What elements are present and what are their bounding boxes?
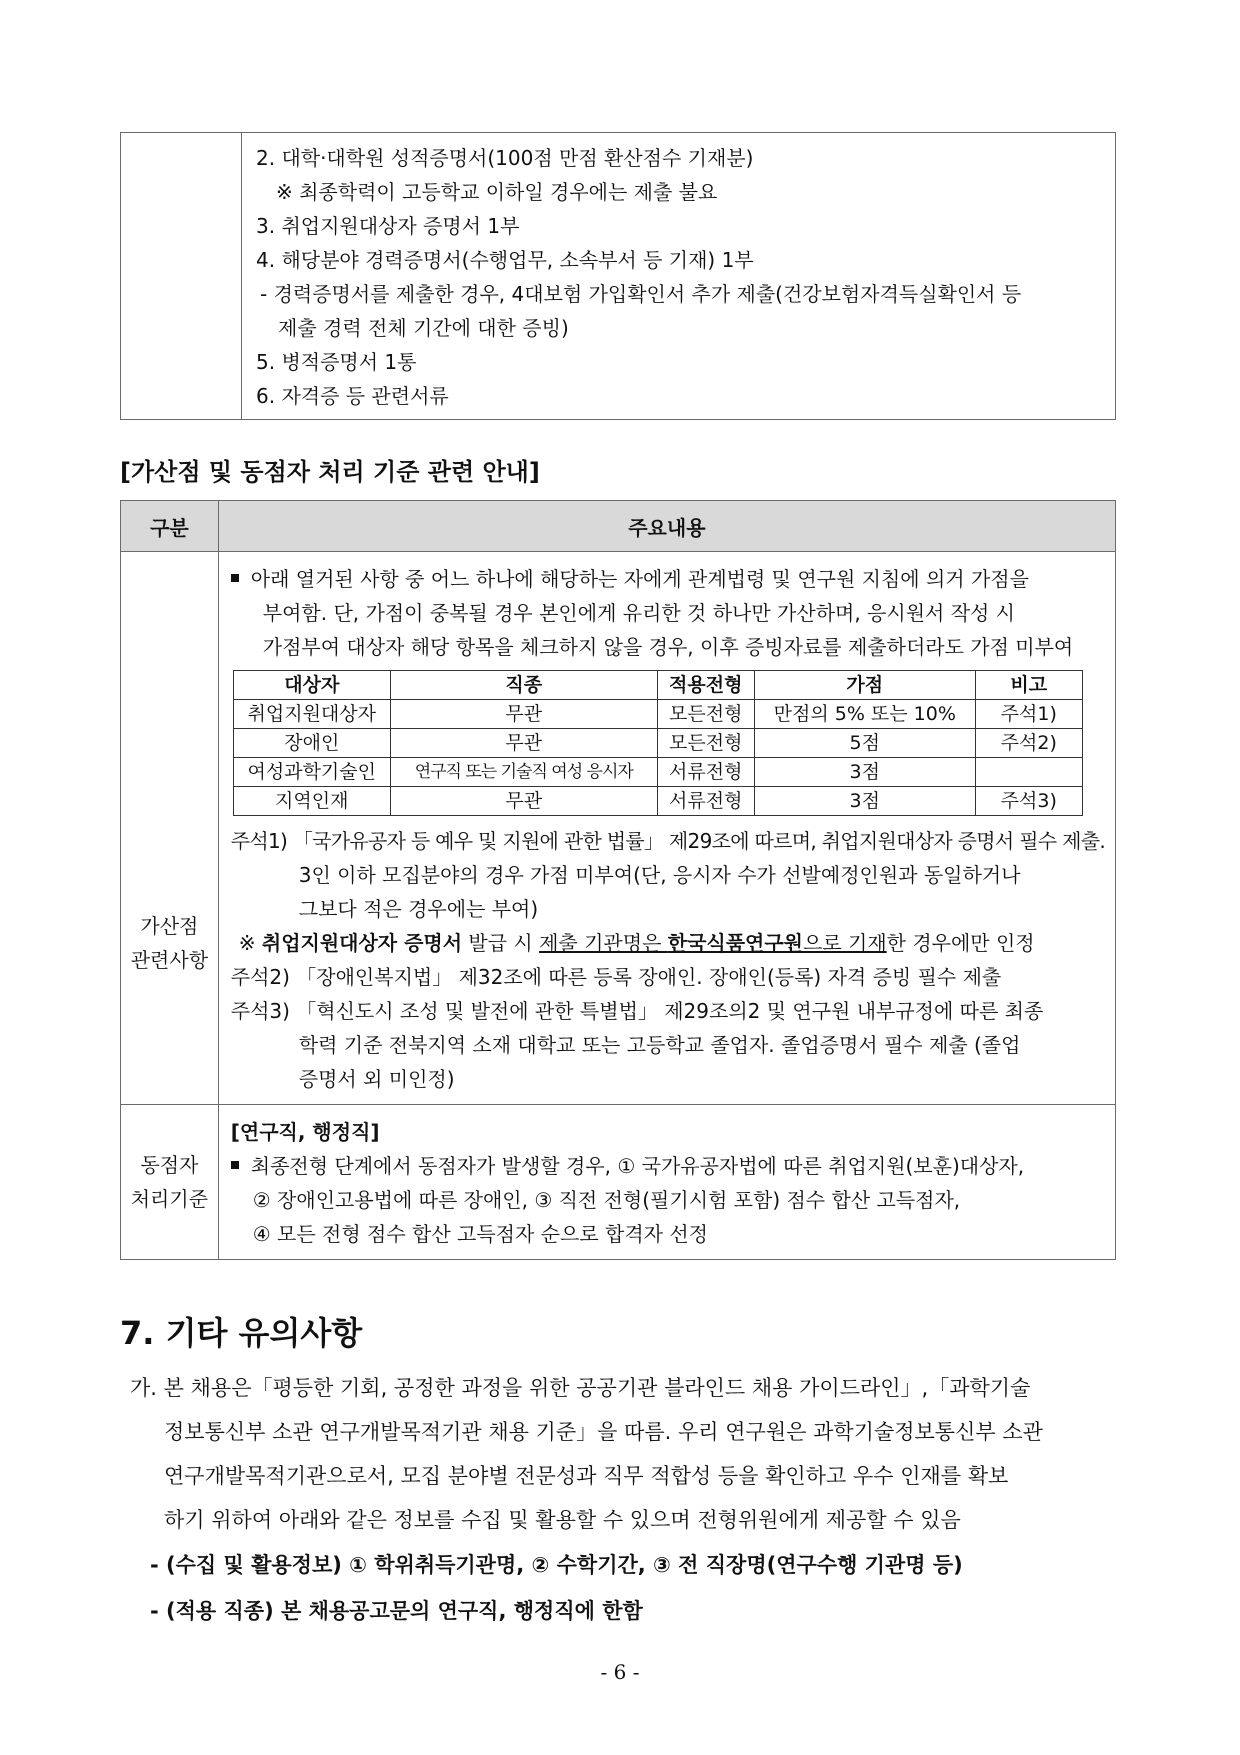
col-header: 직종: [390, 671, 657, 700]
doc-item: - 경력증명서를 제출한 경우, 4대보험 가입확인서 추가 제출(건강보험자격득실확인서 등: [260, 282, 1022, 306]
note3: [231, 994, 1105, 1028]
doc-item: 4. 해당분야 경력증명서(수행업무, 소속부서 등 기재) 1부: [256, 248, 754, 272]
table-row: [233, 758, 1082, 787]
bonus-points-header: [233, 671, 1082, 700]
cell: 5점: [754, 729, 975, 758]
note1-label: 주석1): [230, 829, 288, 853]
col-header: 가점: [754, 671, 975, 700]
remark-text: 발급 시: [462, 931, 540, 955]
documents-category-cell: [121, 133, 242, 420]
remark-bold: 취업지원대상자 증명서: [261, 931, 463, 955]
cell: 모든전형: [657, 700, 754, 729]
remark-underline: 제출 기관명은: [539, 931, 668, 955]
para-line: 정보통신부 소관 연구개발목적기관 채용 기준」을 따름. 우리 연구원은 과학기술정보통신부 소관: [164, 1420, 1043, 1444]
bullet-square-icon: [231, 1161, 239, 1169]
tie-subtitle: [연구직, 행정직]: [230, 1120, 380, 1144]
remark-prefix: ※: [238, 931, 262, 955]
cell: 지역인재: [233, 787, 390, 816]
bullet-square-icon: [231, 574, 239, 582]
remark-line: [231, 926, 1105, 960]
doc-item: 3. 취업지원대상자 증명서 1부: [256, 214, 520, 238]
cell: 주석2): [975, 729, 1082, 758]
header-category: 구분: [121, 501, 219, 552]
bonus-category-line: 관련사항: [130, 948, 209, 972]
note2-label: 주석2): [230, 965, 290, 989]
tie-line: 최종전형 단계에서 동점자가 발생할 경우, ① 국가유공자법에 따른 취업지원(보훈)대상자,: [231, 1149, 1105, 1183]
col-header: 비고: [975, 671, 1082, 700]
bonus-row: [121, 552, 1116, 1105]
table-row: [233, 700, 1082, 729]
col-header: 적용전형: [657, 671, 754, 700]
table-row: [233, 787, 1082, 816]
note2-text: 「장애인복지법」 제32조에 따른 등록 장애인. 장애인(등록) 자격 증빙 필수 제출: [296, 965, 1002, 989]
remark-underline: 으로 기재: [803, 931, 887, 955]
section7-paragraph: [130, 1366, 1120, 1634]
cell: 모든전형: [657, 729, 754, 758]
bonus-category-line: 가산점: [140, 914, 199, 938]
tie-category: [121, 1105, 219, 1260]
cell: [975, 758, 1082, 787]
note1-text: 「국가유공자 등 예우 및 지원에 관한 법률」 제29조에 따르며, 취업지원대상자 증명서 필수 제출.: [292, 829, 1105, 853]
doc-item: 제출 경력 전체 기간에 대한 증빙): [278, 316, 569, 340]
cell: 주석3): [975, 787, 1082, 816]
cell: 3점: [754, 787, 975, 816]
cell: 서류전형: [657, 787, 754, 816]
section7-title: 7. 기타 유의사항: [120, 1314, 363, 1352]
note1-text: 그보다 적은 경우에는 부여): [298, 897, 539, 921]
cell: 취업지원대상자: [233, 700, 390, 729]
cell: 연구직 또는 기술직 여성 응시자: [390, 758, 657, 787]
cell: 장애인: [233, 729, 390, 758]
table-row: [233, 729, 1082, 758]
para-line: [130, 1366, 1120, 1410]
para-text: 본 채용은「평등한 기회, 공정한 과정을 위한 공공기관 블라인드 채용 가이드라인」,「과학기술: [163, 1376, 1031, 1400]
section7-bullet: - (수집 및 활용정보) ① 학위취득기관명, ② 수학기간, ③ 전 직장명(연구수행 기관명 등): [150, 1553, 963, 1577]
bonus-intro-line: 가점부여 대상자 해당 항목을 체크하지 않을 경우, 이후 증빙자료를 제출하더라도 가점 미부여: [262, 635, 1074, 659]
doc-item: 2. 대학·대학원 성적증명서(100점 만점 환산점수 기재분): [256, 146, 754, 170]
para-label: 가.: [130, 1376, 157, 1400]
bonus-content: [218, 552, 1115, 1105]
bonus-points-table: [233, 670, 1083, 816]
note3-text: 「혁신도시 조성 및 발전에 관한 특별법」 제29조의2 및 연구원 내부규정에 따른 최종: [296, 999, 1044, 1023]
bonus-intro-line: 아래 열거된 사항 중 어느 하나에 해당하는 자에게 관계법령 및 연구원 지침에 의거 가점을: [231, 562, 1105, 596]
cell: 여성과학기술인: [233, 758, 390, 787]
note3-label: 주석3): [230, 999, 290, 1023]
note3-text: 증명서 외 미인정): [298, 1067, 455, 1091]
cell: 3점: [754, 758, 975, 787]
para-line: 하기 위하여 아래와 같은 정보를 수집 및 활용할 수 있으며 전형위원에게 제공할 수 있음: [164, 1508, 961, 1532]
note2: [231, 960, 1105, 994]
tie-line: ④ 모든 전형 점수 합산 고득점자 순으로 합격자 선정: [252, 1222, 708, 1246]
cell: 무관: [390, 787, 657, 816]
para-line: 연구개발목적기관으로서, 모집 분야별 전문성과 직무 적합성 등을 확인하고 우수 인재를 확보: [164, 1464, 1009, 1488]
cell: 주석1): [975, 700, 1082, 729]
remark-text: 한 경우에만 인정: [886, 931, 1035, 955]
tie-row: [121, 1105, 1116, 1260]
col-header: 대상자: [233, 671, 390, 700]
doc-item: 6. 자격증 등 관련서류: [256, 384, 449, 408]
documents-list-cell: [242, 133, 1116, 420]
bonus-category: [121, 552, 219, 1105]
note1-text: 3인 이하 모집분야의 경우 가점 미부여(단, 응시자 수가 선발예정인원과 동일하거나: [298, 863, 1021, 887]
cell: 서류전형: [657, 758, 754, 787]
note1: [231, 824, 1105, 858]
cell: 무관: [390, 700, 657, 729]
bonus-intro-line: 부여함. 단, 가점이 중복될 경우 본인에게 유리한 것 하나만 가산하며, 응시원서 작성 시: [262, 601, 1016, 625]
header-content: 주요내용: [218, 501, 1115, 552]
note3-text: 학력 기준 전북지역 소재 대학교 또는 고등학교 졸업자. 졸업증명서 필수 제출 (졸업: [298, 1033, 1021, 1057]
bonus-table-header: [121, 501, 1116, 552]
cell: 만점의 5% 또는 10%: [754, 700, 975, 729]
doc-item: ※ 최종학력이 고등학교 이하일 경우에는 제출 불요: [276, 180, 718, 204]
tie-category-line: 동점자: [140, 1153, 199, 1177]
tie-category-line: 처리기준: [130, 1187, 209, 1211]
cell: 무관: [390, 729, 657, 758]
page-number: - 6 -: [600, 1660, 640, 1684]
tie-content: [218, 1105, 1115, 1260]
section7-bullet: - (적용 직종) 본 채용공고문의 연구직, 행정직에 한함: [150, 1599, 643, 1623]
documents-table: [120, 132, 1116, 420]
tie-line: ② 장애인고용법에 따른 장애인, ③ 직전 전형(필기시험 포함) 점수 합산 고득점자,: [252, 1188, 961, 1212]
section-title: [가산점 및 동점자 처리 기준 관련 안내]: [120, 458, 540, 486]
remark-org: 한국식품연구원: [667, 931, 803, 955]
bonus-table: [120, 500, 1116, 1260]
doc-item: 5. 병적증명서 1통: [256, 350, 417, 374]
